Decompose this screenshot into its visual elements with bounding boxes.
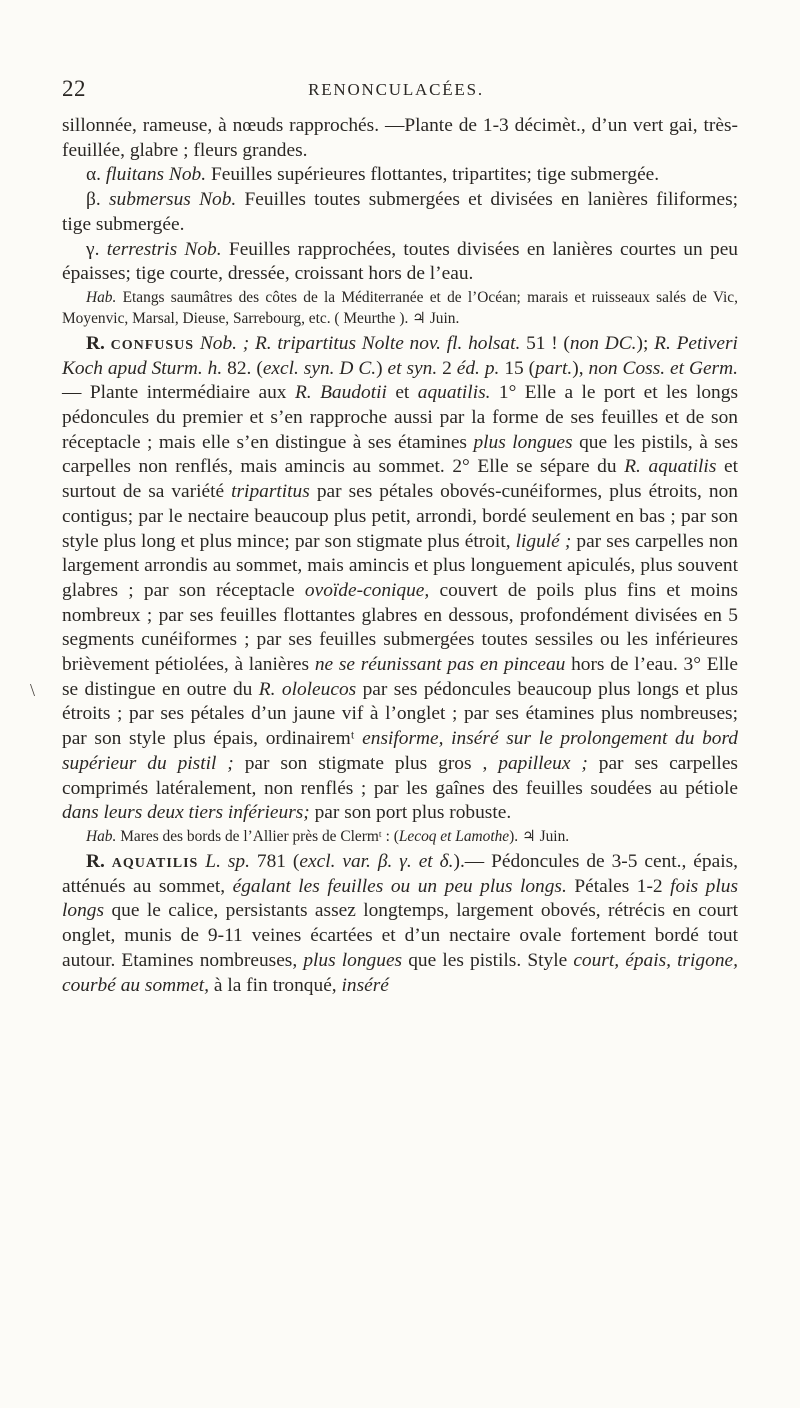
- description: par ses carpelles non largement arrondis au sommet, mais amincis et plus longuement apiculés, plus souvent glabres ; par son réceptacle: [62, 530, 738, 601]
- habitat-text: Mares des bords de l’Allier près de Clermᵗ : (: [120, 827, 399, 845]
- emphasis: ovoïde-conique,: [304, 579, 430, 601]
- variety-gamma: [62, 238, 738, 287]
- page-number: 22: [62, 76, 86, 101]
- description: par son stigmate plus gros ,: [244, 752, 488, 774]
- punct: ),: [572, 357, 584, 379]
- species-ref: R. Baudotii: [294, 382, 387, 404]
- reference: 51 !: [526, 332, 558, 354]
- variety-letter: γ.: [86, 238, 100, 260]
- description: hors de l’eau. 3° Elle se distingue en outre du: [62, 654, 738, 700]
- description: Pétales 1-2: [574, 875, 663, 897]
- variety-letter: α.: [86, 164, 102, 186]
- description: à la fin tronqué,: [213, 974, 337, 996]
- emphasis: dans leurs deux tiers inférieurs;: [62, 802, 310, 824]
- punct: ).: [453, 850, 465, 872]
- punct: );: [636, 332, 649, 354]
- continuation-text: sillonnée, rameuse, à nœuds rapprochés. —Plante de 1-3 décimèt., d’un vert gai, très-feuillée, glabre ; fleurs grandes.: [62, 115, 738, 161]
- synonym: R. Petiveri Koch apud Sturm. h.: [62, 332, 738, 379]
- emphasis: plus longues: [473, 431, 573, 453]
- reference: 82.: [227, 357, 252, 379]
- emphasis: égalant les feuilles ou un peu plus longs.: [232, 875, 567, 897]
- variety-description: Feuilles rapprochées, toutes divisées en lanières courtes un peu épaisses; tige courte, dressée, croissant hors de l’eau.: [62, 238, 738, 285]
- synonym: et syn.: [387, 357, 438, 379]
- punct: ): [376, 357, 383, 379]
- emphasis: papilleux ;: [498, 752, 588, 774]
- species-entry-confusus: [62, 332, 738, 826]
- emphasis: court, épais, trigone, courbé au sommet,: [62, 949, 738, 996]
- emphasis: ligulé ;: [515, 530, 572, 552]
- reference: 15 (: [504, 357, 536, 379]
- species-entry-aquatilis: [62, 850, 738, 998]
- authority: L. sp.: [205, 850, 250, 872]
- variety-name: terrestris Nob.: [106, 238, 222, 260]
- genus-abbr: R.: [86, 332, 105, 354]
- description: — Plante intermédiaire aux: [62, 382, 287, 404]
- description: et surtout de sa variété: [62, 456, 738, 503]
- variety-alpha: [62, 163, 738, 188]
- habitat-text: ). ♃ Juin.: [509, 827, 570, 845]
- variety-description: Feuilles supérieures flottantes, tripartites; tige submergée.: [210, 164, 660, 186]
- description: 1° Elle a le port et les longs pédoncules du premier et s’en rapproche aussi par la forme de ses feuilles et de son réceptacle ; mais elle s’en distingue à ses étamines: [62, 382, 738, 453]
- species-ref: tripartitus: [231, 481, 310, 503]
- emphasis: inséré: [341, 974, 389, 996]
- reference: 2: [442, 357, 452, 379]
- variety-name: fluitans Nob.: [105, 164, 207, 186]
- description: que les pistils. Style: [408, 949, 568, 971]
- synonym-note: excl. var. β. γ. et δ.: [299, 850, 454, 872]
- habitat-note: [62, 826, 738, 847]
- species-name: aquatilis: [111, 850, 199, 872]
- synonym-note: excl. syn. D C.: [262, 357, 377, 379]
- habitat-label: Hab.: [86, 827, 117, 845]
- habitat-note: [62, 287, 738, 329]
- synonym-note: non DC.: [569, 332, 637, 354]
- emphasis: ne se réunissant pas en pinceau: [314, 654, 566, 676]
- species-name: confusus: [110, 332, 195, 354]
- variety-beta: [62, 188, 738, 237]
- description: — Pédoncules de 3-5 cent., épais, atténués au sommet,: [62, 850, 738, 897]
- emphasis: ensiforme, inséré sur le prolongement du bord supérieur du pistil ;: [62, 728, 738, 774]
- habitat-label: Hab.: [86, 288, 117, 306]
- variety-description: Feuilles toutes submergées et divisées en lanières filiformes; tige submergée.: [62, 189, 738, 235]
- genus-abbr: R.: [86, 850, 105, 872]
- punct: (: [563, 332, 570, 354]
- description: par ses carpelles comprimés latéralement, non renflés ; par les gaînes des feuilles soudées au pétiole: [62, 752, 738, 799]
- synonym: non Coss. et Germ.: [588, 357, 738, 379]
- body-text: [62, 114, 738, 998]
- emphasis: plus longues: [303, 949, 403, 971]
- conjunction: et: [395, 382, 410, 404]
- edition: éd. p.: [456, 357, 500, 379]
- reference: 781: [256, 850, 286, 872]
- description: couvert de poils plus fins et moins nombreux ; par ses feuilles flottantes glabres en dessous, profondément divisées en 5 segments cunéiformes ; par ses feuilles submergées toutes sessiles ou les inférieures brièvement pétiolées, à lanières: [62, 579, 738, 676]
- authority: Nob.: [199, 332, 237, 354]
- description: que les pistils, à ses carpelles non renflés, mais amincis au sommet. 2° Elle se sépare du: [62, 431, 738, 478]
- running-head: RENONCULACÉES.: [308, 80, 484, 99]
- species-ref: R. ololeucos: [258, 678, 357, 700]
- variety-letter: β.: [86, 189, 101, 211]
- synonym: ; R. tripartitus Nolte nov. fl. holsat.: [242, 332, 521, 354]
- margin-mark: \: [30, 680, 36, 700]
- species-ref: aquatilis.: [417, 382, 491, 404]
- part-note: part.: [535, 357, 573, 379]
- page-header: [62, 76, 730, 102]
- punct: (: [256, 357, 263, 379]
- punct: (: [292, 850, 300, 872]
- description: par ses pédoncules beaucoup plus longs et plus étroits ; par ses pétales d’un jaune vif à l’onglet ; par ses étamines plus nombreuses; par son style plus épais, ordinairemᵗ: [62, 678, 738, 750]
- paragraph-continuation: [62, 114, 738, 163]
- emphasis: fois plus longs: [62, 875, 738, 922]
- variety-name: submersus Nob.: [108, 189, 237, 211]
- habitat-text: Etangs saumâtres des côtes de la Méditerranée et de l’Océan; marais et ruisseaux salés de Vic, Moyenvic, Marsal, Dieuse, Sarrebourg, etc. ( Meurthe ). ♃ Juin.: [62, 288, 738, 327]
- description: par son port plus robuste.: [314, 802, 512, 824]
- collectors: Lecoq et Lamothe: [398, 827, 510, 845]
- description: que le calice, persistants assez longtemps, largement obovés, rétrécis en court onglet, munis de 9-11 veines écartées et d’un nectaire ovale fortement bordé tout autour. Etamines nombreuses,: [62, 900, 738, 971]
- description: par ses pétales obovés-cunéiformes, plus étroits, non contigus; par le nectaire beaucoup plus petit, arrondi, bordé seulement en bas ; par son style plus long et plus mince; par son stigmate plus étroit,: [62, 481, 738, 552]
- species-ref: R. aquatilis: [624, 456, 717, 478]
